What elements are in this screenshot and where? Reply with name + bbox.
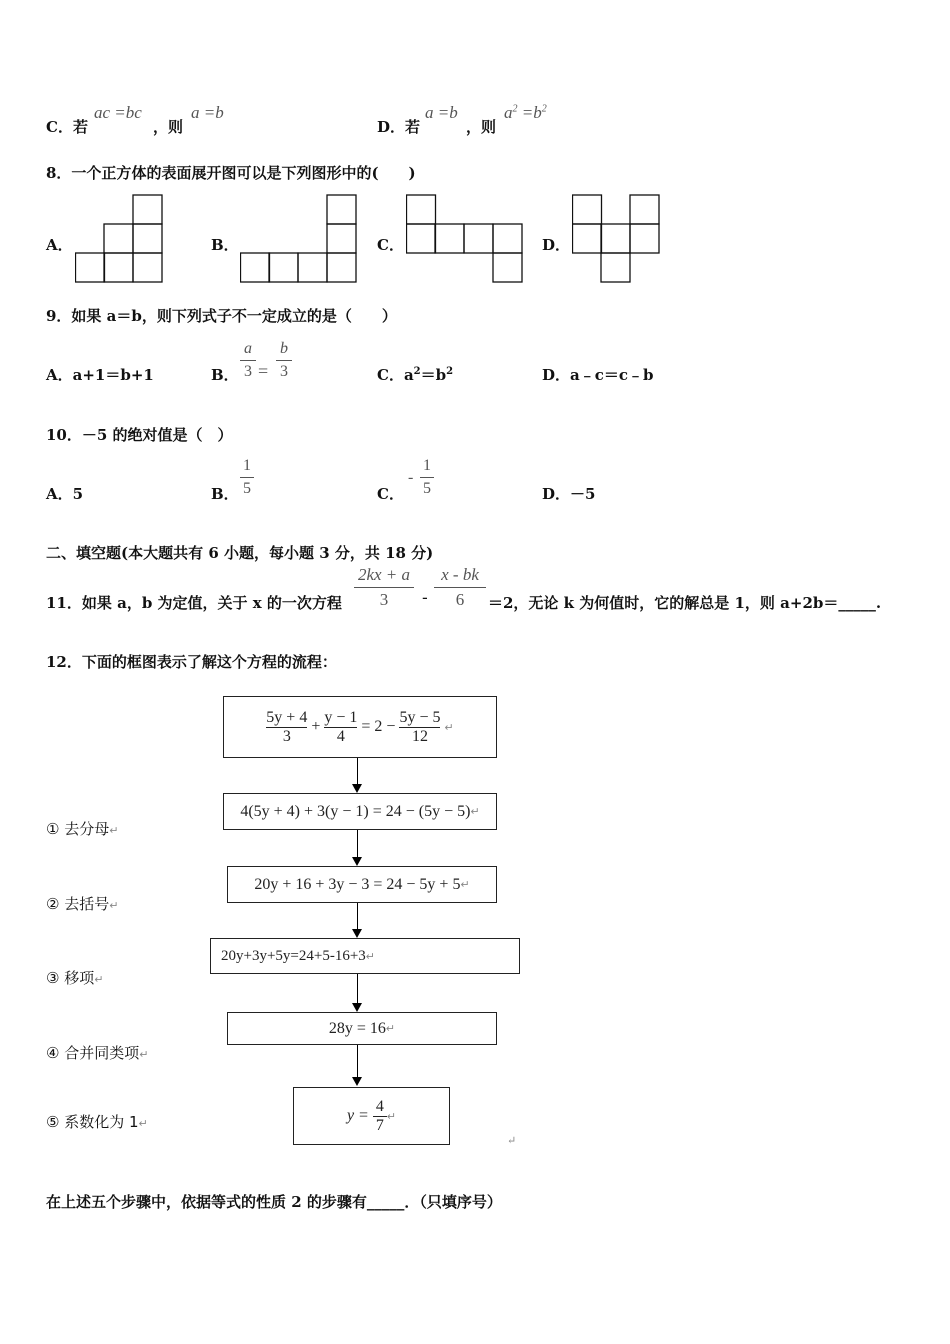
q7-option-c-condition: ac =bc [94, 103, 142, 122]
q9-option-b-equals: = [258, 361, 269, 381]
q12-question: 12．下面的框图表示了解这个方程的流程： [46, 653, 337, 671]
step-label-3: ③ 移项↵ [46, 969, 104, 987]
q10-option-b-label: B． [211, 485, 239, 503]
flow-box-step-1: 4(5y + 4) + 3(y − 1) = 24 − (5y − 5) ↵ [223, 793, 497, 830]
q10-option-d: D．－5 [542, 485, 596, 503]
q11-suffix: ＝2，无论 k 为何值时，它的解总是 1，则 a+2b＝_____. [488, 594, 882, 612]
q10-option-c-fraction: 1 5 [420, 457, 434, 498]
q8-option-b-label: B． [211, 236, 239, 254]
q8-option-c-label: C． [377, 236, 404, 254]
q9-option-a: A．a+1＝b+1 [46, 366, 154, 384]
q8-option-c-net [406, 194, 526, 284]
q10-option-c-label: C． [377, 485, 404, 503]
q7-option-c-label: C．若 [46, 118, 88, 136]
q9-question: 9．如果 a＝b，则下列式子不一定成立的是（ ） [46, 307, 397, 325]
flow-box-step-2: 20y + 16 + 3y − 3 = 24 − 5y + 5 ↵ [227, 866, 497, 903]
flow-connector-2 [357, 830, 358, 857]
q7-option-d-result: $a^2 =b^2$ [504, 103, 547, 122]
q8-option-b-net [240, 194, 360, 284]
q10-option-a: A．5 [46, 485, 84, 503]
q10-option-c-minus: - [408, 469, 414, 486]
flow-box-original-equation: 5y + 4 3 + y − 1 4 = 2 − 5y − 5 12 ↵ [223, 696, 497, 758]
flow-box-step-5: y = 4 7 ↵ [293, 1087, 450, 1145]
q11-fraction-2: x - bk 6 [434, 565, 486, 610]
flow-arrow-1 [352, 784, 362, 793]
q7-option-c-then: ，则 [153, 118, 184, 136]
q7-option-c-result: a =b [191, 103, 224, 122]
q11-fraction-1: 2kx + a 3 [354, 565, 414, 610]
q8-option-a-label: A． [46, 236, 73, 254]
flow-arrow-3 [352, 929, 362, 938]
q8-option-d-net [572, 194, 662, 284]
flow-box-step-3: 20y+3y+5y=24+5-16+3 ↵ [210, 938, 520, 974]
q9-option-b-left-fraction: a 3 [240, 340, 256, 381]
q11-prefix: 11．如果 a，b 为定值，关于 x 的一次方程 [46, 594, 342, 612]
q8-option-d-label: D． [542, 236, 571, 254]
q12-conclusion: 在上述五个步骤中，依据等式的性质 2 的步骤有_____．（只填序号） [46, 1193, 502, 1211]
q9-option-b-right-fraction: b 3 [276, 340, 292, 381]
q10-option-b-fraction: 1 5 [240, 457, 254, 498]
q9-option-c: C．$a^2=b^2$ [377, 366, 454, 384]
q7-option-d-then: ，则 [466, 118, 497, 136]
flow-box-step-4: 28y = 16 ↵ [227, 1012, 497, 1045]
q7-option-d-label: D．若 [377, 118, 421, 136]
step-label-2: ② 去括号↵ [46, 895, 119, 913]
paragraph-mark: ↵ [507, 1134, 517, 1147]
q9-option-b-label: B． [211, 366, 239, 384]
q7-option-d-condition: a =b [425, 103, 458, 122]
q8-option-a-net [75, 194, 165, 284]
flow-connector-5 [357, 1045, 358, 1077]
q9-option-d: D．a﹣c＝c﹣b [542, 366, 654, 384]
step-label-4: ④ 合并同类项↵ [46, 1044, 149, 1062]
q10-question: 10．－5 的绝对值是（ ） [46, 426, 233, 444]
q8-question: 8．一个正方体的表面展开图可以是下列图形中的( ) [46, 164, 416, 182]
flow-connector-4 [357, 974, 358, 1003]
q11-minus: - [422, 588, 428, 608]
step-label-1: ① 去分母↵ [46, 820, 119, 838]
flow-arrow-5 [352, 1077, 362, 1086]
flow-arrow-4 [352, 1003, 362, 1012]
flow-connector-1 [357, 758, 358, 784]
flow-connector-3 [357, 903, 358, 929]
section-2-heading: 二、填空题(本大题共有 6 小题，每小题 3 分，共 18 分) [46, 544, 434, 562]
step-label-5: ⑤ 系数化为 1↵ [46, 1113, 148, 1131]
flow-arrow-2 [352, 857, 362, 866]
